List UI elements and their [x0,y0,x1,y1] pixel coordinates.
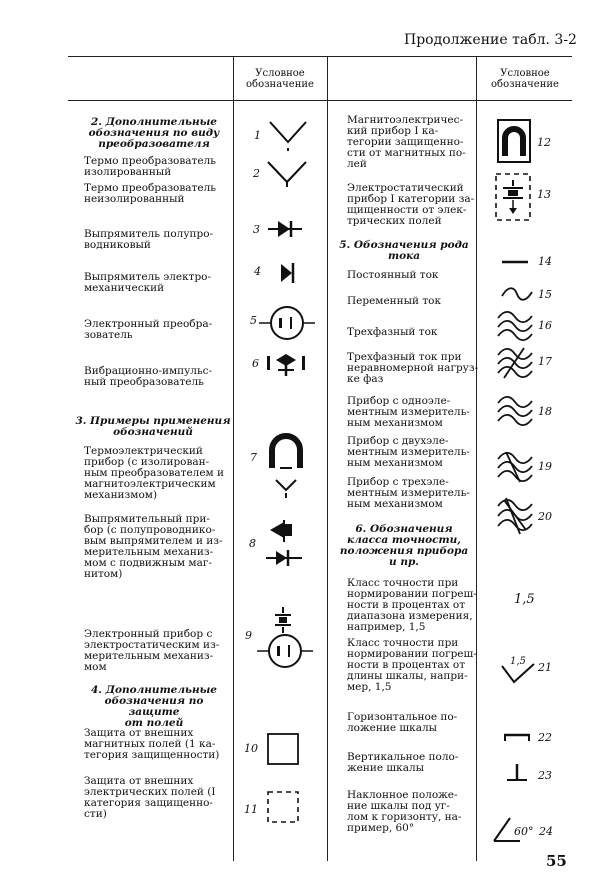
page-number: 55 [546,852,567,870]
section-3-title: 3. Примеры применения обозначений [75,415,231,438]
three-phase-current-icon [496,310,534,342]
symbol-number-7: 7 [250,451,257,464]
row-desc-9: Электронный прибор с электростатическим из- мерительным механиз- мом [84,628,220,673]
accuracy-class-value: 1,5 [514,592,535,607]
symbol-number-10: 10 [244,742,258,755]
symbol-number-3: 3 [253,223,260,236]
table-header-rule [68,100,572,101]
symbol-number-6: 6 [252,357,259,370]
semiconductor-rectifier-icon [266,219,304,239]
electronic-converter-icon [259,303,315,343]
symbol-number-20: 20 [538,510,552,523]
symbol-number-8: 8 [249,537,256,550]
symbol-number-22: 22 [538,731,552,744]
symbol-number-4: 4 [254,265,261,278]
row-desc-22: Горизонтальное по- ложение шкалы [347,711,458,734]
row-desc-15: Переменный ток [347,295,442,307]
rectifier-instrument-icon [264,518,304,570]
symbol-number-23: 23 [538,769,552,782]
inclined-scale-angle: 60° [514,825,534,838]
row-desc-14: Постоянный ток [347,269,439,281]
symbol-number-15: 15 [538,288,552,301]
accuracy-class-scale-value: 1,5 [510,656,526,667]
three-element-mechanism-icon [496,496,534,536]
column-divider [327,56,328,861]
symbol-number-17: 17 [538,355,552,368]
magnetic-field-protection-icon [266,732,300,766]
accuracy-class-check-icon [500,662,536,684]
row-desc-13: Электростатический прибор I категории за- щищенности от элек- трических полей [347,182,475,227]
electrostatic-instrument-protected-icon [494,172,532,222]
row-desc-21a: Класс точности при нормировании погреш- ности в процентах от диапазона измерения, например, 1,5 [347,577,477,633]
table-continuation-header: Продолжение табл. 3-2 [404,32,577,48]
symbol-number-14: 14 [538,255,552,268]
symbol-number-9: 9 [245,629,252,642]
column-divider [233,56,234,861]
symbol-number-12: 12 [537,136,551,149]
vibration-pulse-converter-icon [264,350,308,380]
row-desc-24: Наклонное положе- ние шкалы под уг- лом к горизонту, на- пример, 60° [347,789,462,834]
section-6-title: 6. Обозначения класса точности, положения прибора и пр. [339,523,469,568]
magnetoelectric-instrument-protected-icon [496,118,532,164]
two-element-mechanism-icon [496,450,534,484]
row-desc-21b: Класс точности при нормировании погреш- ности в процентах от длины шкалы, напри- мер, 1,5 [347,637,477,693]
section-2-title: 2. Дополнительные обозначения по виду преобразователя [88,116,220,150]
alternating-current-icon [500,286,534,302]
row-desc-16: Трехфазный ток [347,326,438,338]
row-desc-10: Защита от внешних магнитных полей (1 ка- тегория защищенности) [84,727,220,761]
electric-field-protection-icon [266,790,300,824]
electronic-instrument-icon [257,605,315,671]
row-desc-20: Прибор с трехэле- ментным измеритель- ным механизмом [347,476,470,510]
row-desc-18: Прибор с одноэле- ментным измеритель- ным механизмом [347,395,470,429]
symbol-number-11: 11 [244,803,258,816]
row-desc-17: Трехфазный ток при неравномерной нагруз- ке фаз [347,351,479,385]
row-desc-8: Выпрямительный при- бор (с полупроводнико- вым выпрямителем и из- мерительным механиз- мом с подвижным маг- нитом) [84,513,223,580]
table-top-rule [68,56,572,57]
three-phase-unbalanced-icon [496,346,534,380]
vertical-scale-icon [504,762,530,784]
direct-current-icon [500,258,530,266]
one-element-mechanism-icon [496,394,534,428]
symbol-number-16: 16 [538,319,552,332]
section-5-title: 5. Обозначения рода тока [339,239,469,262]
symbol-number-24: 24 [539,825,553,838]
row-desc-23: Вертикальное поло- жение шкалы [347,751,459,774]
row-desc-12: Магнитоэлектричес- кий прибор I ка- тегории защищенно- сти от магнитных по- лей [347,114,466,170]
symbol-number-13: 13 [537,188,551,201]
column-divider [476,56,477,861]
row-desc-11: Защита от внешних электрических полей (I категория защищенно- сти) [84,775,216,820]
row-desc-6: Вибрационно-импульс- ный преобразователь [84,365,213,388]
horizontal-scale-icon [502,732,532,742]
symbol-number-2: 2 [253,167,260,180]
column-header-symbol: Условное обозначение [246,68,314,90]
symbol-number-18: 18 [538,405,552,418]
thermo-converter-isolated-icon [268,118,308,152]
thermoelectric-instrument-icon [266,430,306,500]
column-header-symbol: Условное обозначение [491,68,559,90]
row-desc-3: Выпрямитель полупро- водниковый [84,228,214,251]
symbol-number-19: 19 [538,460,552,473]
thermo-converter-nonisolated-icon [266,158,308,188]
symbol-number-1: 1 [254,129,261,142]
row-desc-5: Электронный преобра- зователь [84,318,213,341]
row-desc-7: Термоэлектрический прибор (с изолирован- ным преобразователем и магнитоэлектрическим механизмом) [84,445,225,501]
symbol-number-21: 21 [538,661,552,674]
row-desc-19: Прибор с двухэле- ментным измеритель- ным механизмом [347,435,470,469]
electromechanical-rectifier-icon [278,262,298,284]
row-desc-2: Термо преобразователь неизолированный [84,182,216,205]
symbol-number-5: 5 [250,314,257,327]
section-4-title: 4. Дополнительные обозначения по защите от полей [91,684,217,729]
row-desc-4: Выпрямитель электро- механический [84,271,212,294]
row-desc-1: Термо преобразователь изолированный [84,155,216,178]
